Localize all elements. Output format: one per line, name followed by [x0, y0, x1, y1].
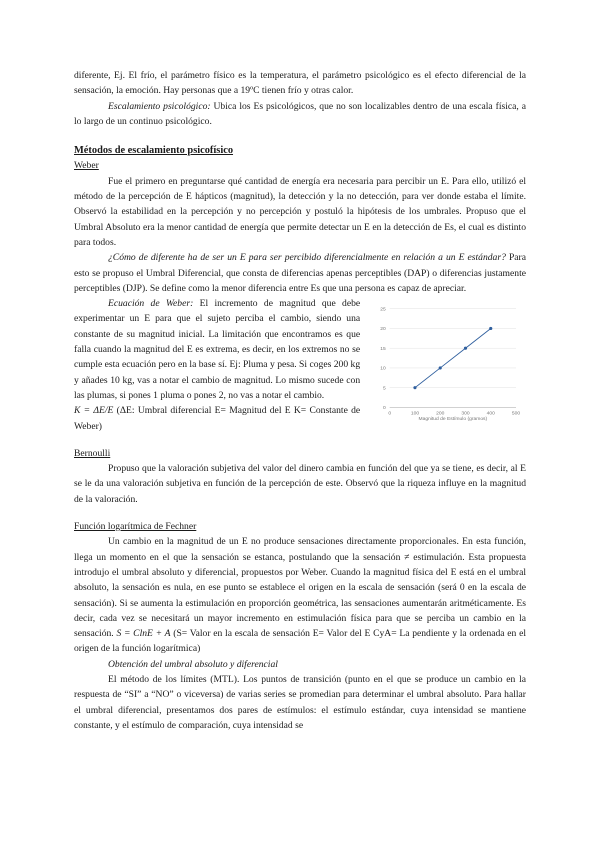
- data-point: [439, 367, 442, 370]
- fechner-formula: S = ClnE + A: [116, 628, 171, 640]
- x-axis-label: Magnitud de Estímulo (gramos): [418, 417, 488, 423]
- weber-equation-text: [74, 296, 360, 434]
- x-tick-label: 100: [410, 411, 420, 417]
- escalamiento-text: Ubica los Es psicológicos, que no son localizables dentro de una escala física, a lo largo de un continuo psicológico.: [74, 100, 526, 127]
- weber-title: Weber: [74, 160, 99, 172]
- x-tick-label: 300: [461, 411, 470, 417]
- x-tick-label: 0: [388, 411, 392, 417]
- ecuacion-paragraph: [74, 296, 360, 403]
- intro-paragraph: diferente, Ej. El frío, el parámetro físico es la temperatura, el parámetro psicológico es el efecto diferencial de la sensación, la emoción. Hay personas que a 19ºC tienen frío y otras calor.: [74, 70, 526, 97]
- document-page: [74, 68, 526, 733]
- fechner-paragraph-2: El método de los límites (MTL). Los puntos de transición (punto en el que se produce un cambio en la respuesta de “SI” a “NO” o viceversa) de varias series se promedian para determinar el umbral absoluto. Para hallar el umbral diferencial, presentamos dos pares de estímulos: el estímulo estándar, cuya intensidad se mantiene constante, y el estímulo de comparación, cuya intensidad se: [74, 673, 526, 731]
- weber-formula-paragraph: [74, 403, 360, 434]
- y-tick-label: 25: [380, 307, 386, 313]
- escalamiento-paragraph: [74, 99, 526, 130]
- fechner-subtitle: Obtención del umbral absoluto y diferencial: [108, 658, 278, 670]
- escalamiento-label: Escalamiento psicológico:: [108, 100, 211, 112]
- weber-paragraph-2: [74, 250, 526, 296]
- section-title: Métodos de escalamiento psicofísico: [74, 145, 234, 157]
- data-point: [489, 327, 492, 330]
- fechner-p1-text: Un cambio en la magnitud de un E no produce sensaciones directamente proporcionales. En esta función, llega un momento en el que la sensación se estanca, postulando que la sensación ≠ estimulación. Esta propuesta introdujo el umbral absoluto y diferencial, propuestos por Weber. Cuando la magnitud física del E está en el umbral absoluto, la sensación es nula, en ese punto se establece el origen en la escala de sensación (será 0 en la escala de sensación). Si se aumenta la estimulación en proporción geométrica, las sensaciones aumentarán aritméticamente. Es decir, cada vez se necesitará un mayor incremento en estimulación física para que se perciba un cambio en la sensación.: [74, 536, 526, 640]
- fechner-title: Función logarítmica de Fechner: [74, 521, 197, 533]
- bernoulli-title: Bernoulli: [74, 447, 111, 459]
- y-tick-label: 5: [383, 386, 386, 392]
- x-tick-label: 500: [512, 411, 521, 417]
- bernoulli-paragraph: Propuso que la valoración subjetiva del valor del dinero cambia en función del que ya se tiene, es decir, al E se le da una valoración subjetiva en función de la percepción de este. Observó que la riqueza influye en la magnitud de la valoración.: [74, 463, 526, 505]
- fechner-formula-explain: (S= Valor en la escala de sensación E= Valor del E CyA= La pendiente y la ordenada en el origen de la función logarítmica): [74, 628, 527, 655]
- weber-question: ¿Cómo de diferente ha de ser un E para ser percibido diferencialmente en relación a un E estándar?: [108, 252, 506, 264]
- weber-formula-explain: (ΔE: Umbral diferencial E= Magnitud del E K= Constante de Weber): [74, 405, 361, 432]
- weber-paragraph-1: Fue el primero en preguntarse qué cantidad de energía era necesaria para percibir un E. Para ello, utilizó el método de la percepción de E hápticos (magnitud), la detección y la no detección, para ver donde estaba el límite. Observó la estabilidad en la percepción y no percepción y postuló la hipótesis de los umbrales. Propuso que el Umbral Absoluto era la menor cantidad de energía que permite detectar un E en la detección de Es, el cual es distinto para todos.: [74, 175, 526, 248]
- ecuacion-text: El incremento de magnitud que debe experimentar un E para que el sujeto perciba el cambio, siendo una constante de su magnitud inicial. La limitación que encontramos es que falla cuando la magnitud del E es extrema, es decir, en los extremos no se cumple esta ecuación pero en la base sí. Ej: Pluma y pesa. Si coges 200 kg y añades 10 kg, vas a notar el cambio de magnitud. Lo mismo sucede con las plumas, si pones 1 pluma o pones 2, no vas a notar el cambio.: [74, 298, 361, 401]
- data-point: [464, 347, 467, 350]
- fechner-paragraph-1: [74, 534, 526, 656]
- y-tick-label: 15: [380, 347, 386, 353]
- weber-equation-row: [74, 296, 526, 434]
- y-tick-label: 20: [380, 327, 386, 333]
- series-line: [415, 329, 491, 388]
- y-tick-label: 10: [380, 366, 386, 372]
- y-tick-label: 0: [383, 406, 386, 412]
- data-point: [414, 386, 417, 389]
- weber-p2-text: Para esto se propuso el Umbral Diferencial, que consta de diferencias apenas perceptibles (DAP) o diferencias justamente perceptibles (DJP). Se define como la menor diferencia entre Es que una persona es capaz de apreciar.: [74, 252, 526, 294]
- ecuacion-label: Ecuación de Weber:: [108, 298, 194, 310]
- x-tick-label: 200: [436, 411, 445, 417]
- x-tick-label: 400: [486, 411, 495, 417]
- weber-line-chart: [368, 298, 526, 430]
- weber-formula: K = ΔE/E: [74, 405, 114, 417]
